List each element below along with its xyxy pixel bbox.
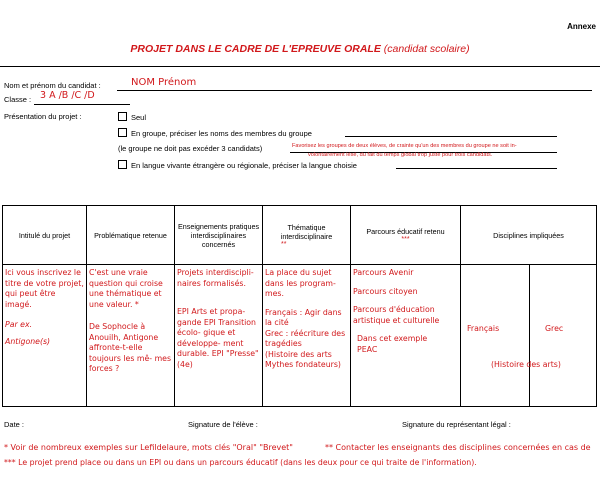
footnote-3: *** Le projet prend place ou dans un EPI ou dans un parcours éducatif (dans les deux pour ce qui traite de l'information).	[4, 458, 477, 467]
page-title	[0, 43, 600, 55]
problematique-example: De Sophocle à Anouilh, Antigone affronte-t-elle toujours les mê- mes forces ?	[89, 322, 172, 374]
cell-enseignements[interactable]	[175, 265, 263, 407]
footnote-2: ** Contacter les enseignants des disciplines concernées en cas de	[325, 443, 591, 452]
disciplines-divider	[529, 265, 530, 406]
class-line	[34, 104, 130, 105]
name-field[interactable]: NOM Prénom	[131, 77, 197, 88]
thematique-example-2: Grec : réécriture des tragédies	[265, 328, 346, 349]
date-label: Date :	[4, 420, 25, 429]
parcours-item-1: Parcours Avenir	[353, 268, 414, 277]
header-thematique-stars: **	[281, 240, 287, 248]
checkbox-groupe[interactable]	[118, 128, 127, 137]
name-line	[117, 90, 592, 91]
discipline-2: Grec	[545, 324, 564, 333]
option-seul[interactable]	[118, 112, 146, 122]
class-label: Classe :	[4, 95, 32, 104]
intitule-ex: Par ex.	[5, 320, 33, 330]
cell-parcours[interactable]	[351, 265, 461, 407]
parcours-item-2: Parcours citoyen	[353, 286, 418, 296]
option-groupe[interactable]	[118, 128, 312, 138]
header-problematique: Problématique retenue	[87, 206, 175, 265]
intitule-text: Ici vous inscrivez le titre de votre projet, qui peut être imagé.	[5, 268, 84, 309]
groupe-advice-1: Favorisez les groupes de deux élèves, de crainte qu'un des membres du groupe ne soit in-	[292, 143, 517, 149]
header-parcours-stars: ***	[401, 236, 410, 243]
header-parcours	[351, 206, 461, 265]
option-seul-label: Seul	[131, 113, 147, 122]
header-thematique	[263, 206, 351, 265]
langue-line	[396, 168, 557, 169]
groupe-line-1	[345, 136, 557, 137]
signature-legal-label: Signature du représentant légal :	[402, 420, 511, 429]
thematique-example-3: (Histoire des arts Mythes fondateurs)	[265, 349, 341, 370]
checkbox-seul[interactable]	[118, 112, 127, 121]
problematique-text: C'est une vraie question qui croise une thématique et une valeur. *	[89, 268, 163, 309]
option-langue-label: En langue vivante étrangère ou régionale, préciser la langue choisie	[131, 161, 357, 170]
title-main: PROJET DANS LE CADRE DE L'EPREUVE ORALE	[130, 43, 381, 55]
footnote-1: * Voir de nombreux exemples sur Lefildelaure, mots clés "Oral" "Brevet"	[4, 443, 293, 452]
class-field[interactable]: 3 A /B /C /D	[40, 90, 95, 101]
intitule-example: Antigone(s)	[5, 336, 51, 346]
thematique-text: La place du sujet dans les program- mes.	[265, 268, 336, 299]
cell-disciplines[interactable]	[461, 265, 597, 407]
discipline-1: Français	[467, 324, 500, 333]
parcours-item-3: Parcours d'éducation artistique et culturelle	[353, 305, 440, 325]
project-table	[2, 205, 597, 407]
enseignements-text: Projets interdiscipli- naires formalisés.	[177, 268, 254, 288]
discipline-3: (Histoire des arts)	[491, 360, 561, 369]
top-separator	[0, 66, 600, 67]
header-intitule: Intitulé du projet	[3, 206, 87, 265]
name-label: Nom et prénom du candidat :	[4, 81, 101, 90]
thematique-example-1: Français : Agir dans la cité	[265, 307, 342, 328]
option-groupe-label: En groupe, préciser les noms des membres du groupe	[131, 129, 312, 138]
header-disciplines: Disciplines impliquées	[461, 206, 597, 265]
parcours-example-value: PEAC	[357, 344, 378, 354]
cell-problematique[interactable]	[87, 265, 175, 407]
checkbox-langue[interactable]	[118, 160, 127, 169]
header-enseignements: Enseignements pratiques interdisciplinaires concernés	[175, 206, 263, 265]
cell-thematique[interactable]	[263, 265, 351, 407]
table-header-row	[3, 206, 597, 265]
groupe-advice-2: volontairement lésé, du fait du temps global trop juste pour trois candidats.	[308, 152, 493, 158]
groupe-note: (le groupe ne doit pas excéder 3 candidats)	[118, 144, 263, 153]
annexe-label: Annexe	[567, 22, 596, 31]
table-content-row	[3, 265, 597, 407]
option-langue[interactable]	[118, 160, 357, 170]
header-parcours-label: Parcours éducatif retenu	[366, 227, 445, 236]
signature-eleve-label: Signature de l'élève :	[188, 420, 258, 429]
presentation-label: Présentation du projet :	[4, 112, 82, 121]
parcours-example-label: Dans cet exemple	[357, 334, 428, 344]
title-sub: (candidat scolaire)	[383, 43, 470, 55]
header-thematique-label: Thématique interdisciplinaire	[280, 222, 333, 241]
cell-intitule[interactable]	[3, 265, 87, 407]
enseignements-example: EPI Arts et propa- gande EPI Transition écolo- gique et développe- ment durable. EPI "Presse" (4e)	[177, 307, 259, 369]
